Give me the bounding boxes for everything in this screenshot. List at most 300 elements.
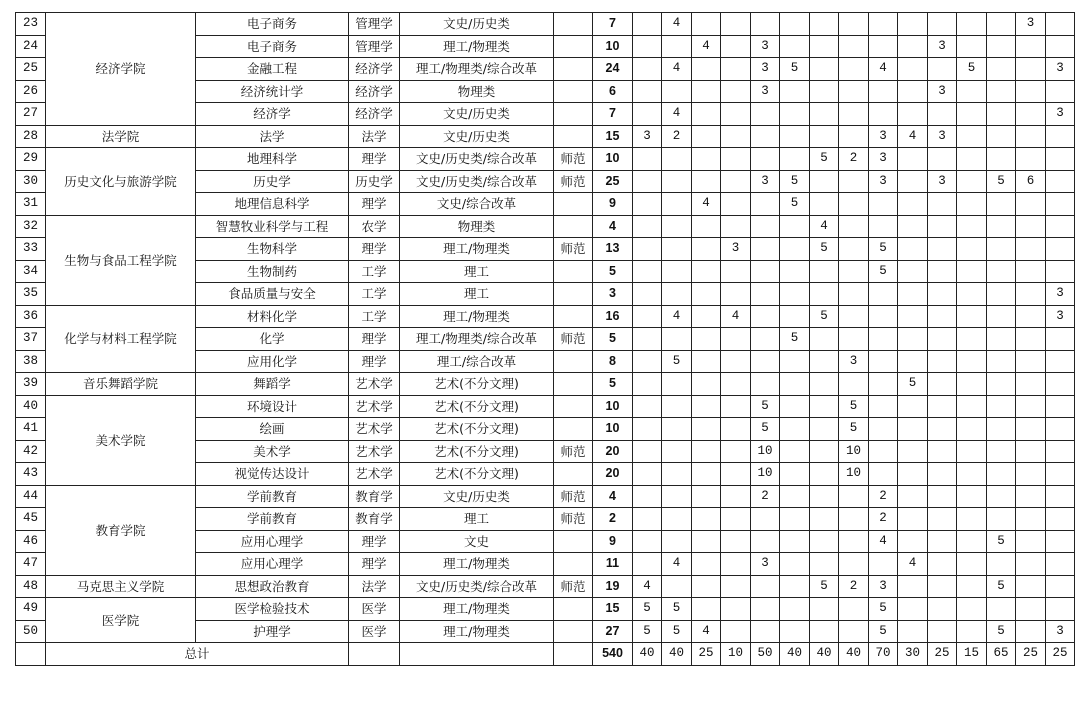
province-count-cell — [1016, 598, 1046, 621]
province-count-cell — [869, 553, 898, 576]
normal-school-cell — [554, 35, 593, 58]
province-count-cell — [869, 13, 898, 36]
discipline-cell: 工学 — [349, 283, 400, 306]
province-count-cell — [662, 238, 692, 261]
normal-school-cell — [554, 620, 593, 643]
province-count-cell — [1016, 58, 1046, 81]
province-count-cell — [633, 328, 662, 351]
major-cell: 地理科学 — [196, 148, 349, 171]
province-count-cell — [810, 328, 839, 351]
province-count-cell: 3 — [869, 148, 898, 171]
province-count-cell: 5 — [633, 620, 662, 643]
subject-type-cell: 文史/历史类 — [400, 103, 554, 126]
discipline-cell: 农学 — [349, 215, 400, 238]
province-count-cell — [928, 553, 957, 576]
province-count-cell: 3 — [633, 125, 662, 148]
province-count-cell: 5 — [780, 170, 810, 193]
province-count-cell — [928, 350, 957, 373]
province-count-cell: 5 — [780, 328, 810, 351]
province-count-cell — [780, 395, 810, 418]
province-count-cell — [721, 80, 751, 103]
subject-type-cell: 理工/物理类/综合改革 — [400, 58, 554, 81]
province-count-cell — [1016, 575, 1046, 598]
province-count-cell — [987, 148, 1016, 171]
normal-school-cell — [554, 530, 593, 553]
province-count-cell — [692, 463, 721, 486]
province-count-cell — [692, 58, 721, 81]
discipline-cell: 艺术学 — [349, 463, 400, 486]
normal-school-cell — [554, 463, 593, 486]
normal-school-cell — [554, 598, 593, 621]
province-count-cell — [780, 418, 810, 441]
province-count-cell — [898, 193, 928, 216]
major-cell: 应用心理学 — [196, 553, 349, 576]
subject-type-cell: 物理类 — [400, 215, 554, 238]
normal-school-cell — [554, 283, 593, 306]
row-index-cell: 46 — [16, 530, 46, 553]
province-count-cell — [987, 193, 1016, 216]
province-count-cell — [898, 508, 928, 531]
discipline-cell: 教育学 — [349, 508, 400, 531]
discipline-cell: 艺术学 — [349, 418, 400, 441]
province-count-cell — [810, 530, 839, 553]
province-count-cell — [633, 395, 662, 418]
province-count-cell — [869, 373, 898, 396]
province-count-cell — [633, 350, 662, 373]
province-count-cell — [780, 215, 810, 238]
discipline-cell: 理学 — [349, 193, 400, 216]
province-count-cell — [721, 395, 751, 418]
table-body — [16, 13, 1075, 666]
province-count-cell — [898, 80, 928, 103]
province-count-cell — [751, 350, 780, 373]
province-count-cell — [987, 80, 1016, 103]
province-count-cell — [869, 103, 898, 126]
province-count-cell — [751, 373, 780, 396]
major-cell: 电子商务 — [196, 35, 349, 58]
province-count-cell — [662, 440, 692, 463]
province-count-cell: 2 — [839, 575, 869, 598]
province-count-cell — [721, 620, 751, 643]
college-cell: 历史文化与旅游学院 — [46, 148, 196, 216]
discipline-cell: 法学 — [349, 125, 400, 148]
province-count-cell — [810, 193, 839, 216]
plan-total-cell: 15 — [593, 598, 633, 621]
province-count-cell — [721, 418, 751, 441]
province-count-cell — [780, 13, 810, 36]
college-cell: 生物与食品工程学院 — [46, 215, 196, 305]
province-count-cell — [898, 170, 928, 193]
discipline-cell: 医学 — [349, 620, 400, 643]
plan-total-cell: 7 — [593, 13, 633, 36]
province-count-cell: 3 — [1046, 620, 1075, 643]
province-count-cell — [692, 395, 721, 418]
subject-type-cell: 理工/物理类 — [400, 620, 554, 643]
major-cell: 思想政治教育 — [196, 575, 349, 598]
province-count-cell: 5 — [810, 238, 839, 261]
province-count-cell — [633, 440, 662, 463]
province-count-cell — [633, 463, 662, 486]
subject-type-cell: 艺术(不分文理) — [400, 440, 554, 463]
province-count-cell: 3 — [928, 80, 957, 103]
province-count-cell — [692, 80, 721, 103]
province-count-cell — [987, 485, 1016, 508]
row-index-cell: 37 — [16, 328, 46, 351]
province-count-cell: 4 — [898, 553, 928, 576]
plan-total-cell: 9 — [593, 530, 633, 553]
province-count-cell — [987, 395, 1016, 418]
province-count-cell: 3 — [928, 170, 957, 193]
province-count-cell: 5 — [751, 418, 780, 441]
province-count-cell — [692, 575, 721, 598]
province-count-cell — [692, 328, 721, 351]
college-cell: 化学与材料工程学院 — [46, 305, 196, 373]
province-count-cell — [1046, 35, 1075, 58]
plan-total-cell: 5 — [593, 260, 633, 283]
province-count-cell — [1046, 395, 1075, 418]
province-count-cell: 5 — [987, 170, 1016, 193]
province-count-cell — [633, 373, 662, 396]
province-count-cell — [869, 395, 898, 418]
province-count-cell — [839, 620, 869, 643]
province-count-cell — [1016, 328, 1046, 351]
province-total-cell: 40 — [810, 643, 839, 666]
province-count-cell — [898, 350, 928, 373]
province-count-cell — [633, 58, 662, 81]
province-count-cell — [780, 80, 810, 103]
province-count-cell — [692, 418, 721, 441]
province-count-cell: 4 — [662, 553, 692, 576]
subject-type-cell: 理工/物理类 — [400, 553, 554, 576]
province-count-cell — [692, 170, 721, 193]
normal-school-cell: 师范 — [554, 508, 593, 531]
major-cell: 应用心理学 — [196, 530, 349, 553]
province-count-cell — [839, 170, 869, 193]
province-count-cell — [839, 305, 869, 328]
province-count-cell — [780, 463, 810, 486]
province-count-cell — [751, 328, 780, 351]
discipline-cell: 理学 — [349, 328, 400, 351]
province-count-cell — [780, 485, 810, 508]
subject-type-cell: 文史 — [400, 530, 554, 553]
normal-school-cell — [554, 418, 593, 441]
province-count-cell — [1016, 418, 1046, 441]
province-count-cell — [721, 58, 751, 81]
province-count-cell: 4 — [869, 58, 898, 81]
province-count-cell — [810, 485, 839, 508]
province-count-cell — [957, 553, 987, 576]
subject-type-cell: 文史/历史类 — [400, 13, 554, 36]
province-count-cell — [662, 35, 692, 58]
subject-type-cell: 理工/物理类 — [400, 598, 554, 621]
province-count-cell: 4 — [898, 125, 928, 148]
province-count-cell — [721, 530, 751, 553]
subject-type-cell: 理工 — [400, 283, 554, 306]
discipline-cell: 理学 — [349, 350, 400, 373]
province-count-cell — [1016, 350, 1046, 373]
province-total-cell: 40 — [839, 643, 869, 666]
normal-school-cell: 师范 — [554, 170, 593, 193]
province-count-cell — [839, 80, 869, 103]
province-count-cell — [633, 170, 662, 193]
province-count-cell: 4 — [662, 58, 692, 81]
province-count-cell — [898, 283, 928, 306]
row-index-cell: 39 — [16, 373, 46, 396]
province-count-cell — [928, 620, 957, 643]
province-count-cell: 10 — [839, 463, 869, 486]
province-count-cell — [987, 350, 1016, 373]
province-count-cell — [662, 148, 692, 171]
row-index-cell: 33 — [16, 238, 46, 261]
subject-type-cell: 艺术(不分文理) — [400, 463, 554, 486]
province-count-cell — [987, 125, 1016, 148]
province-count-cell — [721, 485, 751, 508]
province-count-cell — [957, 215, 987, 238]
major-cell: 化学 — [196, 328, 349, 351]
province-count-cell: 4 — [662, 305, 692, 328]
province-count-cell: 3 — [928, 125, 957, 148]
province-count-cell — [810, 463, 839, 486]
province-count-cell — [810, 350, 839, 373]
province-count-cell — [751, 215, 780, 238]
province-count-cell — [662, 170, 692, 193]
province-count-cell — [721, 328, 751, 351]
province-count-cell — [751, 575, 780, 598]
province-count-cell — [957, 328, 987, 351]
province-count-cell — [692, 103, 721, 126]
province-count-cell — [839, 35, 869, 58]
province-count-cell — [957, 485, 987, 508]
province-count-cell — [1016, 148, 1046, 171]
row-index-cell: 23 — [16, 13, 46, 36]
province-count-cell — [692, 305, 721, 328]
province-count-cell — [810, 440, 839, 463]
subject-type-cell — [400, 643, 554, 666]
province-count-cell — [1016, 440, 1046, 463]
province-count-cell — [839, 283, 869, 306]
province-count-cell — [987, 260, 1016, 283]
province-count-cell — [751, 305, 780, 328]
plan-total-cell: 3 — [593, 283, 633, 306]
normal-school-cell — [554, 58, 593, 81]
discipline-cell — [349, 643, 400, 666]
province-count-cell — [957, 575, 987, 598]
province-count-cell — [839, 215, 869, 238]
province-count-cell — [692, 485, 721, 508]
major-cell: 学前教育 — [196, 508, 349, 531]
province-count-cell — [1046, 553, 1075, 576]
province-count-cell: 5 — [957, 58, 987, 81]
province-count-cell: 3 — [869, 575, 898, 598]
subject-type-cell: 理工/综合改革 — [400, 350, 554, 373]
normal-school-cell — [554, 13, 593, 36]
province-count-cell — [1016, 125, 1046, 148]
province-count-cell — [751, 283, 780, 306]
major-cell: 地理信息科学 — [196, 193, 349, 216]
province-count-cell — [662, 485, 692, 508]
discipline-cell: 医学 — [349, 598, 400, 621]
province-count-cell — [869, 350, 898, 373]
province-count-cell — [633, 530, 662, 553]
subject-type-cell: 文史/历史类 — [400, 485, 554, 508]
subject-type-cell: 理工 — [400, 508, 554, 531]
province-count-cell — [928, 418, 957, 441]
province-count-cell — [1016, 373, 1046, 396]
province-count-cell — [898, 328, 928, 351]
province-count-cell — [662, 508, 692, 531]
province-count-cell — [662, 193, 692, 216]
enrollment-plan-table — [15, 12, 1075, 666]
province-count-cell — [633, 485, 662, 508]
province-count-cell: 5 — [987, 575, 1016, 598]
province-count-cell — [928, 508, 957, 531]
normal-school-cell — [554, 350, 593, 373]
province-count-cell: 5 — [987, 620, 1016, 643]
province-count-cell — [692, 440, 721, 463]
province-count-cell — [1016, 485, 1046, 508]
province-count-cell — [810, 418, 839, 441]
province-count-cell — [869, 35, 898, 58]
normal-school-cell — [554, 553, 593, 576]
province-total-cell: 25 — [1016, 643, 1046, 666]
province-count-cell — [957, 148, 987, 171]
plan-total-cell: 8 — [593, 350, 633, 373]
province-count-cell — [662, 395, 692, 418]
province-count-cell — [987, 215, 1016, 238]
table-row — [16, 125, 1075, 148]
province-count-cell — [692, 373, 721, 396]
table-row — [16, 598, 1075, 621]
table-row — [16, 395, 1075, 418]
province-count-cell — [928, 58, 957, 81]
province-count-cell — [928, 193, 957, 216]
province-count-cell — [898, 575, 928, 598]
normal-school-cell: 师范 — [554, 148, 593, 171]
normal-school-cell — [554, 193, 593, 216]
province-count-cell — [662, 463, 692, 486]
province-count-cell — [780, 305, 810, 328]
discipline-cell: 理学 — [349, 530, 400, 553]
province-count-cell — [1016, 80, 1046, 103]
province-count-cell — [721, 373, 751, 396]
province-total-cell: 50 — [751, 643, 780, 666]
province-count-cell — [810, 283, 839, 306]
row-index-cell: 40 — [16, 395, 46, 418]
plan-total-cell: 9 — [593, 193, 633, 216]
major-cell: 生物科学 — [196, 238, 349, 261]
province-count-cell — [780, 148, 810, 171]
province-count-cell — [1016, 193, 1046, 216]
province-count-cell: 3 — [751, 170, 780, 193]
discipline-cell: 经济学 — [349, 103, 400, 126]
province-count-cell — [751, 125, 780, 148]
major-cell: 护理学 — [196, 620, 349, 643]
province-count-cell — [898, 530, 928, 553]
province-count-cell — [751, 193, 780, 216]
province-total-cell: 40 — [780, 643, 810, 666]
province-count-cell — [721, 13, 751, 36]
province-count-cell: 5 — [869, 598, 898, 621]
province-count-cell — [780, 350, 810, 373]
province-count-cell — [721, 350, 751, 373]
college-cell: 法学院 — [46, 125, 196, 148]
province-count-cell — [1046, 575, 1075, 598]
province-count-cell — [957, 283, 987, 306]
province-count-cell — [810, 395, 839, 418]
province-count-cell — [928, 485, 957, 508]
plan-total-cell: 19 — [593, 575, 633, 598]
province-count-cell — [898, 620, 928, 643]
discipline-cell: 经济学 — [349, 80, 400, 103]
province-count-cell — [987, 283, 1016, 306]
province-count-cell: 5 — [662, 598, 692, 621]
province-count-cell — [662, 80, 692, 103]
province-count-cell: 4 — [662, 103, 692, 126]
province-count-cell — [692, 125, 721, 148]
subject-type-cell: 理工/物理类 — [400, 305, 554, 328]
row-index-cell: 41 — [16, 418, 46, 441]
province-count-cell — [987, 553, 1016, 576]
province-count-cell — [987, 35, 1016, 58]
province-count-cell — [987, 103, 1016, 126]
province-count-cell — [751, 598, 780, 621]
province-count-cell — [1016, 530, 1046, 553]
province-count-cell: 3 — [751, 553, 780, 576]
province-count-cell — [810, 35, 839, 58]
province-count-cell: 5 — [869, 620, 898, 643]
normal-school-cell — [554, 643, 593, 666]
province-count-cell — [1046, 238, 1075, 261]
province-count-cell: 5 — [662, 350, 692, 373]
province-count-cell — [692, 215, 721, 238]
province-count-cell: 10 — [751, 440, 780, 463]
province-count-cell — [810, 103, 839, 126]
table-row — [16, 215, 1075, 238]
province-count-cell — [692, 350, 721, 373]
row-index-cell — [16, 643, 46, 666]
table-row — [16, 485, 1075, 508]
province-count-cell — [633, 553, 662, 576]
plan-total-cell: 4 — [593, 485, 633, 508]
subject-type-cell: 理工 — [400, 260, 554, 283]
province-count-cell — [869, 80, 898, 103]
province-count-cell — [898, 13, 928, 36]
total-row — [16, 643, 1075, 666]
discipline-cell: 历史学 — [349, 170, 400, 193]
province-count-cell — [810, 620, 839, 643]
province-count-cell — [810, 553, 839, 576]
province-count-cell — [839, 58, 869, 81]
province-count-cell — [898, 395, 928, 418]
discipline-cell: 管理学 — [349, 35, 400, 58]
row-index-cell: 36 — [16, 305, 46, 328]
province-count-cell — [957, 35, 987, 58]
college-cell: 经济学院 — [46, 13, 196, 126]
province-count-cell — [810, 598, 839, 621]
province-count-cell — [633, 35, 662, 58]
province-count-cell — [957, 508, 987, 531]
province-count-cell — [810, 260, 839, 283]
college-cell: 美术学院 — [46, 395, 196, 485]
province-count-cell — [839, 553, 869, 576]
major-cell: 生物制药 — [196, 260, 349, 283]
province-count-cell: 6 — [1016, 170, 1046, 193]
province-count-cell — [839, 238, 869, 261]
province-count-cell — [1016, 238, 1046, 261]
province-total-cell: 65 — [987, 643, 1016, 666]
major-cell: 环境设计 — [196, 395, 349, 418]
province-count-cell — [692, 238, 721, 261]
